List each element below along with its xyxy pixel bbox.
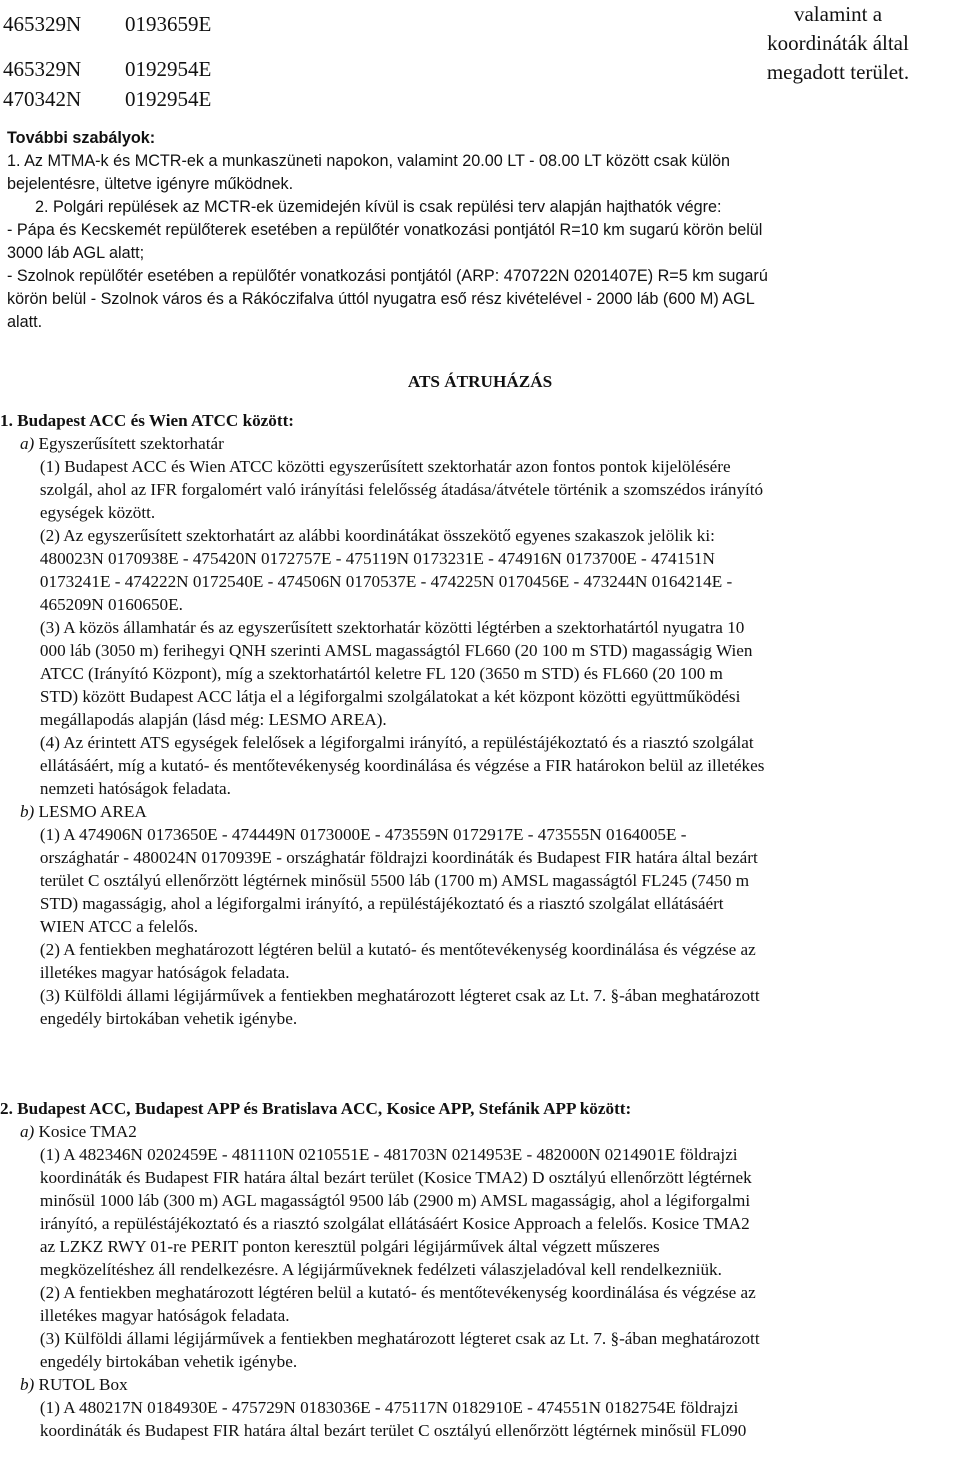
- coord-row: [3, 87, 211, 112]
- body-line: 480023N 0170938E - 475420N 0172757E - 475119N 0173231E - 474916N 0173700E - 474151N: [39, 549, 715, 568]
- subsection-label: a): [19, 1122, 35, 1141]
- body-line: egységek között.: [39, 503, 156, 522]
- rules-line: - Pápa és Kecskemét repülőterek esetében a repülőtér vonatkozási pontjától R=10 km sugarú körön belül: [7, 221, 763, 239]
- area-desc-line: koordináták által: [767, 31, 909, 55]
- coord-lat: 470342N: [3, 87, 82, 111]
- body-line: 465209N 0160650E.: [39, 595, 183, 614]
- coord-lat: 465329N: [3, 57, 82, 81]
- body-line: (1) A 474906N 0173650E - 474449N 0173000E - 473559N 0172917E - 473555N 0164005E -: [39, 825, 687, 844]
- body-line: illetékes magyar hatóságok feladata.: [39, 1306, 290, 1325]
- section-title: ATS ÁTRUHÁZÁS: [407, 372, 553, 391]
- rules-line: 2. Polgári repülések az MCTR-ek üzemidején kívül is csak repülési terv alapján hajthatók végre:: [35, 198, 722, 216]
- area-desc-line: megadott terület.: [766, 60, 910, 84]
- subsection-title-text: LESMO AREA: [38, 802, 147, 821]
- body-line: engedély birtokában vehetik igénybe.: [39, 1009, 298, 1028]
- body-line: (1) A 482346N 0202459E - 481110N 0210551E - 481703N 0214953E - 482000N 0214901E földrajzi: [39, 1145, 738, 1164]
- rules-line: 3000 láb AGL alatt;: [7, 244, 145, 262]
- further-rules: [7, 127, 955, 334]
- subsection-title-text: Egyszerűsített szektorhatár: [38, 434, 224, 453]
- section-2: [0, 1097, 958, 1442]
- body-line: (1) A 480217N 0184930E - 475729N 0183036E - 475117N 0182910E - 474551N 0182754E földrajzi: [39, 1398, 739, 1417]
- subsection-title-text: RUTOL Box: [38, 1375, 128, 1394]
- body-line: (1) Budapest ACC és Wien ATCC közötti egyszerűsített szektorhatár azon fontos pontok kijelölésére: [39, 457, 731, 476]
- rules-line: 1. Az MTMA-k és MCTR-ek a munkaszüneti napokon, valamint 20.00 LT - 08.00 LT között csak külön: [7, 152, 731, 170]
- body-line: ellátásáért, míg a kutató- és mentőtevékenység koordinálása és végzése a FIR határokon belül az illetékes: [39, 756, 765, 775]
- body-line: irányító, a repüléstájékoztató és a riasztó szolgálat ellátásáért Kosice Approach a felelős. Kosice TMA2: [39, 1214, 750, 1233]
- body-line: (4) Az érintett ATS egységek felelősek a légiforgalmi irányító, a repüléstájékoztató és a riasztó szolgálat: [39, 733, 754, 752]
- body-line: terület C osztályú ellenőrzött légtérnek minősül 5500 láb (1700 m) AMSL magasságtól FL245 (7450 m: [39, 871, 750, 890]
- body-line: szolgál, ahol az IFR forgalomért való irányítási felelősség átadása/átvétele történik a szomszédos irányító: [39, 480, 764, 499]
- body-line: (2) A fentiekben meghatározott légtéren belül a kutató- és mentőtevékenység koordinálása és végzése az: [39, 940, 756, 959]
- rules-line: körön belül - Szolnok város és a Rákóczifalva úttól nyugatra eső rész kivételével - 2000 láb (600 M) AGL: [7, 290, 755, 308]
- rules-line: - Szolnok repülőtér esetében a repülőtér vonatkozási pontjától (ARP: 470722N 0201407E) R=5 km sugarú: [7, 267, 768, 285]
- body-line: koordináták és Budapest FIR határa által bezárt terület C osztályú ellenőrzött légtérnek minősül FL090: [39, 1421, 747, 1440]
- body-line: (2) A fentiekben meghatározott légtéren belül a kutató- és mentőtevékenység koordinálása és végzése az: [39, 1283, 756, 1302]
- subsection-b-title: [0, 800, 956, 823]
- rules-line: alatt.: [7, 313, 43, 331]
- coord-row: [3, 57, 211, 82]
- body-line: ATCC (Irányító Központ), míg a szektorhatártól keletre FL 120 (3650 m STD) és FL660 (20 100 m: [39, 664, 723, 683]
- coord-lat: 465329N: [3, 12, 82, 36]
- body-line: 0173241E - 474222N 0172540E - 474506N 0170537E - 474225N 0170456E - 473244N 0164214E -: [39, 572, 733, 591]
- rules-heading: További szabályok:: [7, 129, 156, 147]
- body-line: (3) A közös államhatár és az egyszerűsített szektorhatár közötti légtérben a szektorhatártól nyugatra 10: [39, 618, 745, 637]
- subsection-b-title: [0, 1373, 956, 1396]
- body-line: minősül 1000 láb (300 m) AGL magasságtól 9500 láb (2900 m) AMSL magasságig, ahol a légiforgalmi: [39, 1191, 751, 1210]
- coord-lon: 0193659E: [125, 12, 212, 36]
- coord-lon: 0192954E: [125, 87, 212, 111]
- area-desc-line: valamint a: [793, 2, 883, 26]
- section-1: [0, 409, 958, 1030]
- subsection-label: b): [19, 802, 35, 821]
- body-line: nemzeti hatóságok feladata.: [39, 779, 231, 798]
- subsection-label: a): [19, 434, 35, 453]
- body-line: (3) Külföldi állami légijárművek a fentiekben meghatározott légteret csak az Lt. 7. §-ában meghatározott: [39, 986, 760, 1005]
- subsection-title-text: Kosice TMA2: [38, 1122, 137, 1141]
- body-line: országhatár - 480024N 0170939E - országhatár földrajzi koordináták és Budapest FIR határa által bezárt: [39, 848, 758, 867]
- body-line: megállapodás alapján (lásd még: LESMO AREA).: [39, 710, 387, 729]
- body-line: (2) Az egyszerűsített szektorhatárt az alábbi koordinátákat összekötő egyenes szakaszok jelölik ki:: [39, 526, 715, 545]
- body-line: illetékes magyar hatóságok feladata.: [39, 963, 290, 982]
- body-line: engedély birtokában vehetik igénybe.: [39, 1352, 298, 1371]
- section-2-heading: 2. Budapest ACC, Budapest APP és Bratislava ACC, Kosice APP, Stefánik APP között:: [0, 1099, 632, 1118]
- body-line: STD) között Budapest ACC látja el a légiforgalmi szolgálatokat a két központ közötti együttműködési: [39, 687, 741, 706]
- subsection-label: b): [19, 1375, 35, 1394]
- coord-row: [3, 12, 211, 37]
- subsection-a-title: [0, 432, 956, 455]
- body-line: koordináták és Budapest FIR határa által bezárt terület (Kosice TMA2) D osztályú ellenőrzött légtérnek: [39, 1168, 752, 1187]
- body-line: az LZKZ RWY 01-re PERIT ponton keresztül polgári légijárművek által végzett műszeres: [39, 1237, 660, 1256]
- subsection-a-title: [0, 1120, 956, 1143]
- section-1-heading: 1. Budapest ACC és Wien ATCC között:: [0, 411, 295, 430]
- coord-lon: 0192954E: [125, 57, 212, 81]
- area-description: [738, 0, 938, 87]
- body-line: STD) magasságig, ahol a légiforgalmi irányító, a repüléstájékoztató és a riasztó szolgálat ellátásáért: [39, 894, 724, 913]
- body-line: (3) Külföldi állami légijárművek a fentiekben meghatározott légteret csak az Lt. 7. §-ában meghatározott: [39, 1329, 760, 1348]
- rules-line: bejelentésre, ültetve igényre működnek.: [7, 175, 294, 193]
- body-line: megközelítéshez áll rendelkezésre. A légijárműveknek fedélzeti válaszjeladóval kell rendelkezniük.: [39, 1260, 722, 1279]
- body-line: WIEN ATCC a felelős.: [39, 917, 199, 936]
- body-line: 000 láb (3050 m) ferihegyi QNH szerinti AMSL magasságtól FL660 (20 100 m STD) magasságig Wien: [39, 641, 753, 660]
